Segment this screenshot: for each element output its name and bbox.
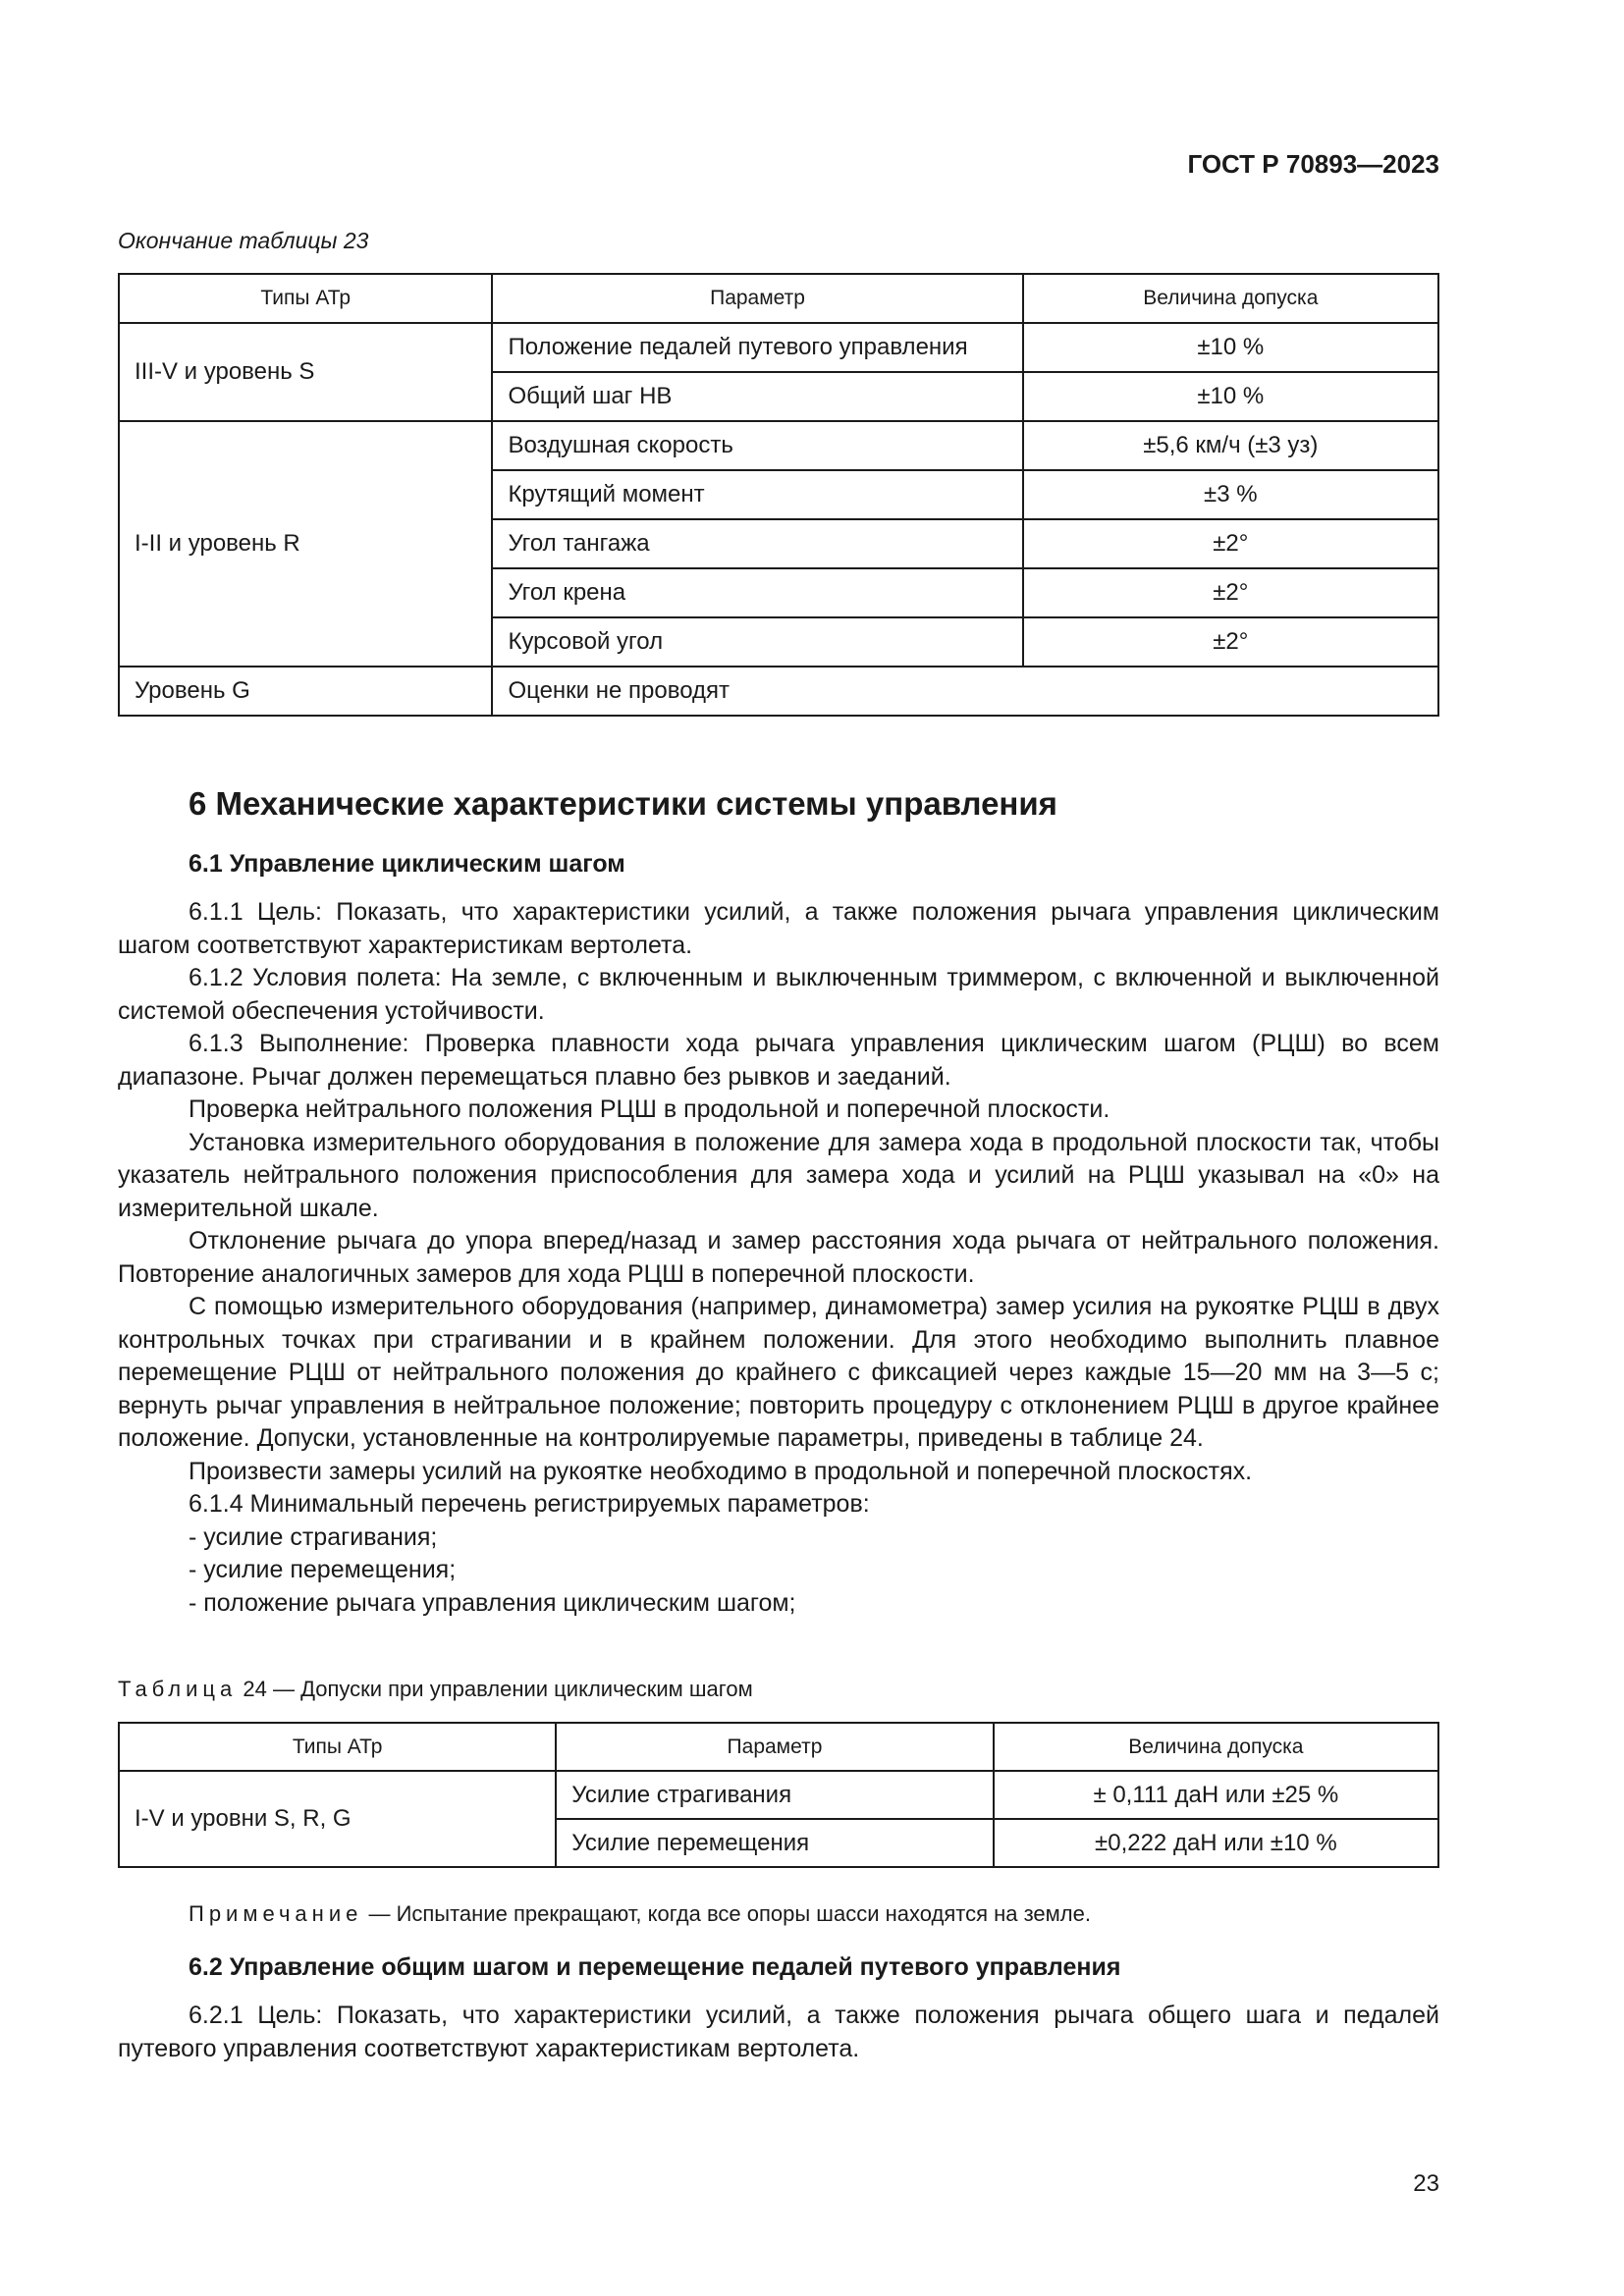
param-cell: Воздушная скорость bbox=[492, 421, 1022, 470]
column-header: Типы АТр bbox=[119, 274, 492, 323]
tolerance-cell: ±0,222 даН или ±10 % bbox=[994, 1819, 1438, 1867]
table24-caption-label: Таблица bbox=[118, 1677, 238, 1701]
table-23 bbox=[118, 273, 1439, 717]
type-cell: Уровень G bbox=[119, 667, 492, 716]
param-cell: Усилие перемещения bbox=[556, 1819, 993, 1867]
note-text: — Испытание прекращают, когда все опоры шасси находятся на земле. bbox=[362, 1901, 1091, 1926]
note-label: Примечание bbox=[189, 1901, 363, 1926]
paragraph: 6.1.4 Минимальный перечень регистрируемых параметров: bbox=[189, 1490, 870, 1518]
page-number: 23 bbox=[1413, 2170, 1439, 2197]
tolerance-cell: ± 0,111 даН или ±25 % bbox=[994, 1771, 1438, 1819]
param-cell: Крутящий момент bbox=[492, 470, 1022, 519]
column-header: Величина допуска bbox=[1023, 274, 1438, 323]
tolerance-cell: ±10 % bbox=[1023, 323, 1438, 372]
table23-caption: Окончание таблицы 23 bbox=[118, 228, 369, 253]
table24-caption-text: 24 — Допуски при управлении циклическим шагом bbox=[237, 1677, 753, 1701]
tolerance-cell: ±5,6 км/ч (±3 уз) bbox=[1023, 421, 1438, 470]
table-row bbox=[119, 667, 1438, 716]
table-header-row bbox=[119, 1723, 1438, 1771]
list-item: - усилие перемещения; bbox=[189, 1556, 457, 1583]
table24-caption bbox=[118, 1677, 753, 1702]
tolerance-cell: ±2° bbox=[1023, 519, 1438, 568]
section-body bbox=[118, 896, 1439, 1620]
param-cell: Общий шаг НВ bbox=[492, 372, 1022, 421]
paragraph: Произвести замеры усилий на рукоятке необходимо в продольной и поперечной плоскостях. bbox=[189, 1457, 1253, 1485]
list-item: - положение рычага управления циклическим шагом; bbox=[189, 1588, 796, 1617]
note bbox=[189, 1901, 1091, 1927]
document-id: ГОСТ Р 70893—2023 bbox=[1187, 149, 1439, 179]
subsection-title: 6.1 Управление циклическим шагом bbox=[189, 850, 625, 878]
tolerance-cell: ±2° bbox=[1023, 568, 1438, 617]
paragraph: Проверка нейтрального положения РЦШ в продольной и поперечной плоскости. bbox=[189, 1095, 1110, 1123]
table-row bbox=[119, 1771, 1438, 1819]
section-title: 6 Механические характеристики системы управления bbox=[189, 785, 1057, 822]
param-cell: Усилие страгивания bbox=[556, 1771, 993, 1819]
table-row bbox=[119, 421, 1438, 470]
paragraph: 6.1.1 Цель: Показать, что характеристики усилий, а также положения рычага управления циклическим шагом соответствуют характеристикам вертолета. bbox=[118, 898, 1439, 959]
table-row bbox=[119, 323, 1438, 372]
paragraph: 6.1.3 Выполнение: Проверка плавности хода рычага управления циклическим шагом (РЦШ) во всем диапазоне. Рычаг должен перемещаться плавно без рывков и заеданий. bbox=[118, 1030, 1439, 1091]
table-header-row bbox=[119, 274, 1438, 323]
paragraph: С помощью измерительного оборудования (например, динамометра) замер усилия на рукоятке РЦШ в двух контрольных точках при страгивании и в крайнем положении. Для этого необходимо выполнить плавное перемещение РЦШ от нейтрального положения до крайнего с фиксацией через каждые 15—20 мм на 3—5 с; вернуть рычаг управления в нейтральное положение; повторить процедуру с отклонением РЦШ в другое крайнее положение. Допуски, установленные на контролируемые параметры, приведены в таблице 24. bbox=[118, 1293, 1439, 1452]
tolerance-cell: ±10 % bbox=[1023, 372, 1438, 421]
paragraph: 6.1.2 Условия полета: На земле, с включенным и выключенным триммером, с включенной и выключенной системой обеспечения устойчивости. bbox=[118, 964, 1439, 1025]
type-cell: I-V и уровни S, R, G bbox=[119, 1771, 556, 1867]
subsection-title: 6.2 Управление общим шагом и перемещение педалей путевого управления bbox=[189, 1953, 1121, 1981]
tolerance-cell: ±3 % bbox=[1023, 470, 1438, 519]
type-cell: III-V и уровень S bbox=[119, 323, 492, 421]
paragraph: 6.2.1 Цель: Показать, что характеристики усилий, а также положения рычага общего шага и педалей путевого управления соответствуют характеристикам вертолета. bbox=[118, 2002, 1439, 2062]
param-cell: Угол тангажа bbox=[492, 519, 1022, 568]
section-body bbox=[118, 2000, 1439, 2065]
list-item: - усилие страгивания; bbox=[189, 1522, 438, 1551]
column-header: Параметр bbox=[556, 1723, 993, 1771]
param-cell: Положение педалей путевого управления bbox=[492, 323, 1022, 372]
type-cell: I-II и уровень R bbox=[119, 421, 492, 667]
table-24 bbox=[118, 1722, 1439, 1868]
param-cell: Оценки не проводят bbox=[492, 667, 1438, 716]
column-header: Величина допуска bbox=[994, 1723, 1438, 1771]
param-cell: Курсовой угол bbox=[492, 617, 1022, 667]
paragraph: Установка измерительного оборудования в положение для замера хода в продольной плоскости так, чтобы указатель нейтрального положения приспособления для замера хода и усилий на РЦШ указывал на «0» на измерительной шкале. bbox=[118, 1128, 1439, 1222]
tolerance-cell: ±2° bbox=[1023, 617, 1438, 667]
paragraph: Отклонение рычага до упора вперед/назад и замер расстояния хода рычага от нейтрального положения. Повторение аналогичных замеров для хода РЦШ в поперечной плоскости. bbox=[118, 1227, 1439, 1288]
column-header: Типы АТр bbox=[119, 1723, 556, 1771]
column-header: Параметр bbox=[492, 274, 1022, 323]
param-cell: Угол крена bbox=[492, 568, 1022, 617]
